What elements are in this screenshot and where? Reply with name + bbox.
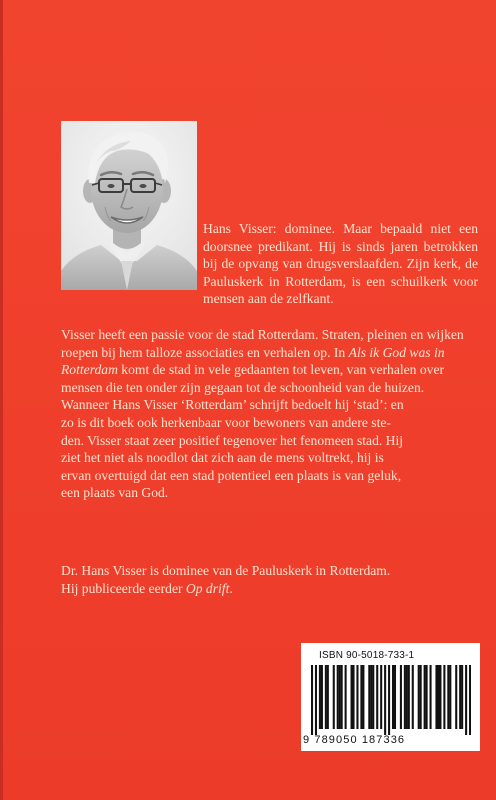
- barcode-bar: [404, 665, 406, 729]
- paragraph-text: komt de stad in vele gedaanten tot leven, van verhalen over mensen die ten onder zijn gegaan tot de schoonheid van de huizen.: [61, 362, 445, 395]
- barcode-bar: [360, 665, 362, 729]
- barcode-bar: [424, 665, 426, 729]
- intro-paragraph: Hans Visser: dominee. Maar bepaald niet een doorsnee predikant. Hij is sinds jaren betrokken bij de opvang van drugsverslaafden. Zijn kerk, de Pauluskerk in Rotterdam, is een schuilkerk voor mensen aan de zelfkant.: [203, 221, 478, 307]
- text-line: ziet het niet als noodlot dat zich aan de mens voltrekt, hij is: [61, 450, 384, 466]
- text-line: ervan overtuigd dat een stad potentieel een plaats is van geluk,: [61, 467, 402, 483]
- barcode-bar: [461, 665, 463, 729]
- barcode-bar: [388, 665, 390, 735]
- previous-book-title: Op drift: [185, 580, 230, 596]
- barcode-bar: [430, 665, 432, 729]
- barcode-bar: [372, 665, 374, 729]
- isbn-label: ISBN 90-5018-733-1: [319, 650, 415, 661]
- barcode-bar: [362, 665, 364, 729]
- barcode-bar: [465, 665, 467, 735]
- barcode-bar: [443, 665, 445, 729]
- barcode-bar: [352, 665, 354, 729]
- main-text: [61, 326, 479, 502]
- barcode-bar: [315, 665, 317, 735]
- barcode-bar: [392, 665, 394, 729]
- bio-text: Hij publiceerde eerder: [61, 580, 186, 596]
- paragraph-text: Visser heeft een passie voor de stad Rotterdam. Straten, pleinen en wijken roepen bij hem talloze associaties en verhalen op. In: [61, 327, 464, 360]
- text-line: den. Visser staat zeer positief tegenover het fenomeen stad. Hij: [61, 432, 404, 448]
- barcode-bar: [319, 665, 321, 729]
- barcode-bar: [325, 665, 327, 729]
- book-title: Als ik God was in Rotterdam: [61, 344, 445, 378]
- barcode-bar: [435, 665, 437, 729]
- barcode-bar: [449, 665, 451, 729]
- barcode-bars: [311, 665, 471, 735]
- barcode-bar: [394, 665, 396, 729]
- text-line: een plaats van God.: [61, 485, 169, 501]
- barcode-bar: [455, 665, 457, 729]
- barcode-bar: [426, 665, 428, 729]
- barcode-bar: [380, 665, 382, 729]
- barcode-bar: [400, 665, 402, 729]
- barcode-bar: [376, 665, 378, 729]
- barcode-box: [301, 643, 480, 751]
- barcode-bar: [356, 665, 358, 729]
- text-line: Wanneer Hans Visser ‘Rotterdam’ schrijft bedoelt hij ‘stad’: en: [61, 397, 404, 413]
- barcode-bar: [321, 665, 323, 729]
- author-photo: [61, 121, 197, 290]
- barcode-bar: [333, 665, 335, 729]
- barcode-bar: [345, 665, 347, 729]
- barcode-bar: [341, 665, 343, 729]
- author-bio: [61, 562, 481, 597]
- barcode-bar: [459, 665, 461, 729]
- barcode-bar: [408, 665, 410, 729]
- barcode-bar: [420, 665, 422, 729]
- barcode-bar: [368, 665, 370, 729]
- barcode-bar: [469, 665, 471, 735]
- ean-digits: 9 789050 187336: [303, 734, 406, 746]
- barcode-bar: [327, 665, 329, 729]
- barcode-bar: [351, 665, 353, 729]
- barcode-bar: [384, 665, 386, 735]
- barcode-bar: [412, 665, 414, 729]
- barcode-bar: [439, 665, 441, 729]
- barcode-bar: [406, 665, 408, 729]
- spine-edge: [0, 0, 3, 800]
- paragraph-rotterdam-passion: [61, 326, 479, 396]
- author-portrait-image: [61, 121, 197, 290]
- barcode-bar: [339, 665, 341, 729]
- text-line: zo is dit boek ook herkenbaar voor bewoners van andere ste-: [61, 414, 391, 430]
- barcode-bar: [311, 665, 313, 735]
- barcode-bar: [437, 665, 439, 729]
- barcode-bar: [447, 665, 449, 729]
- barcode-bar: [418, 665, 420, 729]
- bio-line: Dr. Hans Visser is dominee van de Pauluskerk in Rotterdam.: [61, 563, 391, 578]
- bio-line: [61, 580, 481, 598]
- bio-text: .: [229, 580, 233, 596]
- barcode-bar: [370, 665, 372, 729]
- barcode-bar: [337, 665, 339, 729]
- paragraph-city: [61, 396, 479, 502]
